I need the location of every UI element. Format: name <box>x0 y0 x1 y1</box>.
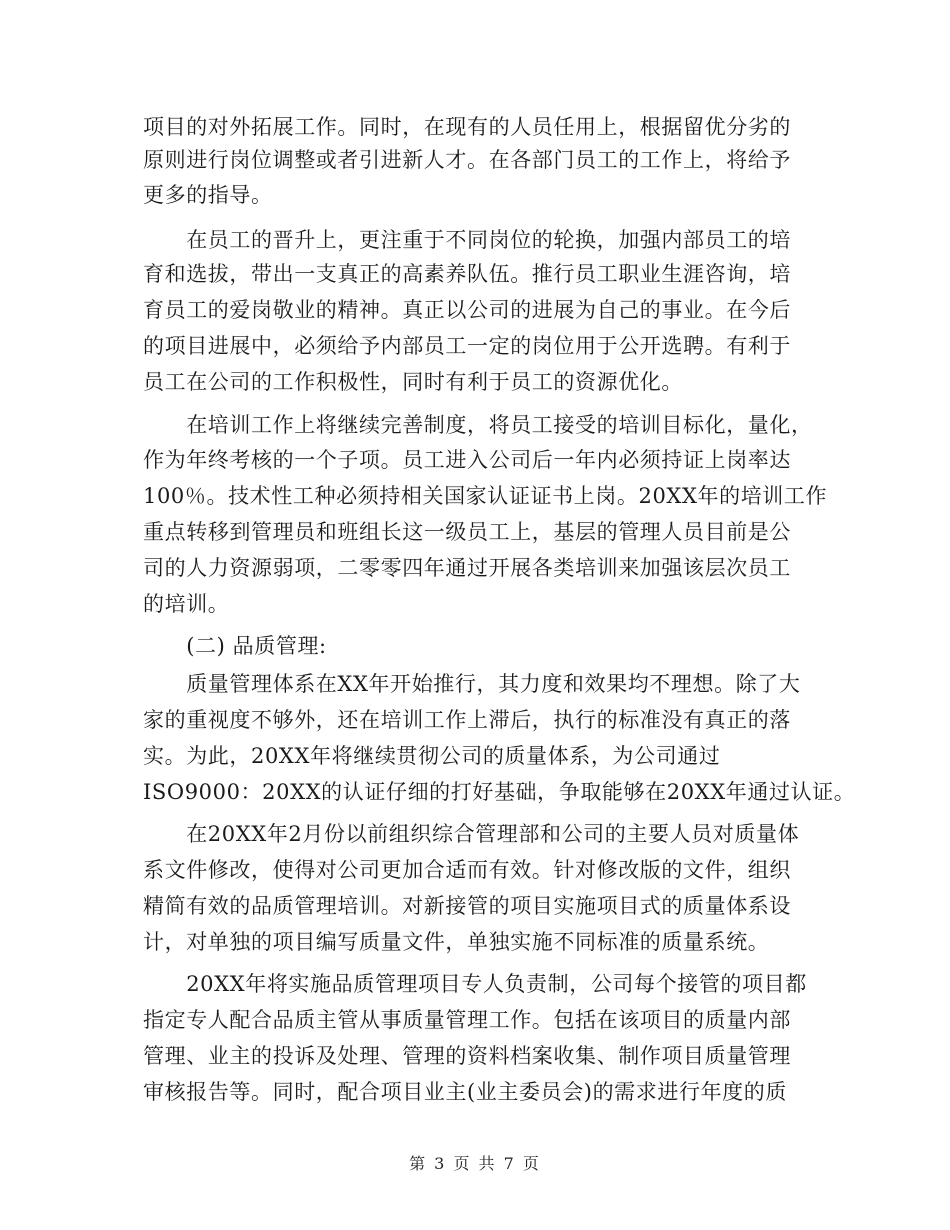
body-text-line: 员工在公司的工作积极性，同时有利于员工的资源优化。 <box>143 370 683 394</box>
body-text-line: 作为年终考核的一个子项。员工进入公司后一年内必须持证上岗率达 <box>143 448 791 472</box>
body-text-line: 质量管理体系在XX年开始推行，其力度和效果均不理想。除了大 <box>143 672 801 696</box>
body-text-line: 指定专人配合品质主管从事质量管理工作。包括在该项目的质量内部 <box>143 1008 791 1032</box>
body-text-line: 20XX年将实施品质管理项目专人负责制，公司每个接管的项目都 <box>143 972 807 996</box>
body-text-line: 精简有效的品质管理培训。对新接管的项目实施项目式的质量体系设 <box>143 894 791 918</box>
page-number-footer: 第 3 页 共 7 页 <box>409 1154 541 1173</box>
body-text-line: 在培训工作上将继续完善制度，将员工接受的培训目标化，量化， <box>143 413 813 437</box>
body-text-line: 实。为此，20XX年将继续贯彻公司的质量体系，为公司通过 <box>143 744 721 768</box>
body-text-line: 的项目进展中，必须给予内部员工一定的岗位用于公开选聘。有利于 <box>143 334 791 358</box>
body-text-line: 在20XX年2月份以前组织综合管理部和公司的主要人员对质量体 <box>143 822 800 846</box>
body-text-line: 重点转移到管理员和班组长这一级员工上，基层的管理人员目前是公 <box>143 520 791 544</box>
body-text-line: 育和选拔，带出一支真正的高素养队伍。推行员工职业生涯咨询，培 <box>143 262 791 286</box>
body-text-line: 审核报告等。同时，配合项目业主(业主委员会)的需求进行年度的质 <box>143 1080 787 1104</box>
body-text-line: 的培训。 <box>143 592 230 616</box>
body-text-line: 家的重视度不够外，还在培训工作上滞后，执行的标准没有真正的落 <box>143 708 791 732</box>
section-heading: (二) 品质管理: <box>143 634 327 658</box>
body-text-line: 系文件修改，使得对公司更加合适而有效。针对修改版的文件，组织 <box>143 858 791 882</box>
body-text-line: 原则进行岗位调整或者引进新人才。在各部门员工的工作上，将给予 <box>143 148 791 172</box>
body-text-line: 计，对单独的项目编写质量文件，单独实施不同标准的质量系统。 <box>143 930 770 954</box>
body-text-line: 100％。技术性工种必须持相关国家认证证书上岗。20XX年的培训工作 <box>143 484 828 508</box>
body-text-line: 在员工的晋升上，更注重于不同岗位的轮换，加强内部员工的培 <box>143 228 791 252</box>
body-text-line: 管理、业主的投诉及处理、管理的资料档案收集、制作项目质量管理 <box>143 1044 791 1068</box>
body-text-line: 更多的指导。 <box>143 183 273 207</box>
body-text-line: ISO9000：20XX的认证仔细的打好基础，争取能够在20XX年通过认证。 <box>143 780 856 804</box>
body-text-line: 项目的对外拓展工作。同时，在现有的人员任用上，根据留优分劣的 <box>143 115 791 139</box>
body-text-line: 育员工的爱岗敬业的精神。真正以公司的进展为自己的事业。在今后 <box>143 298 791 322</box>
body-text-line: 司的人力资源弱项，二零零四年通过开展各类培训来加强该层次员工 <box>143 556 791 580</box>
